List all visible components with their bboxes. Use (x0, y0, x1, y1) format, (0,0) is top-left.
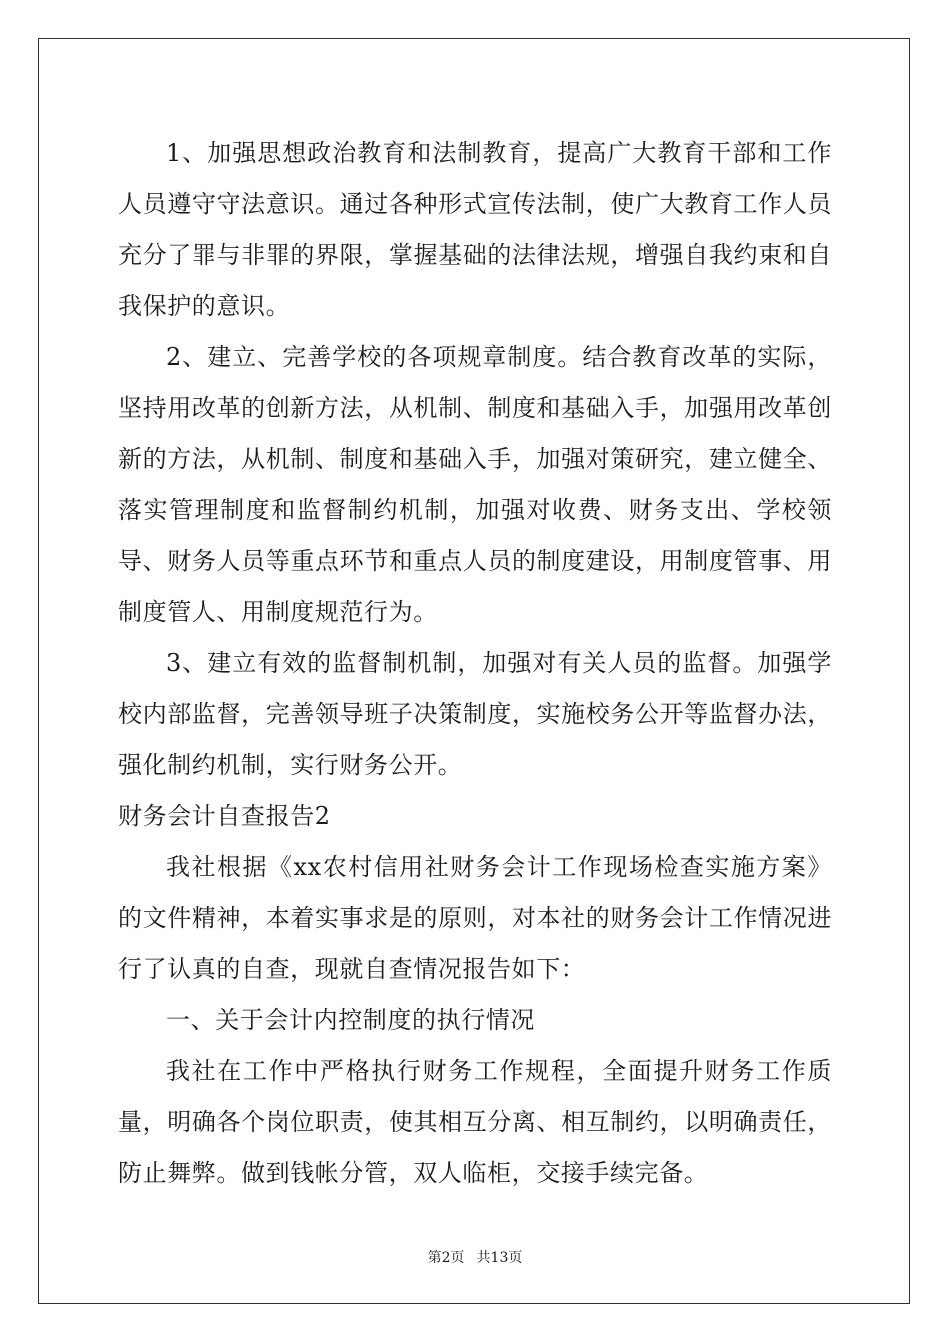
paragraph-intro: 我社根据《xx农村信用社财务会计工作现场检查实施方案》的文件精神，本着实事求是的原则，对本社的财务会计工作情况进行了认真的自查，现就自查情况报告如下： (118, 853, 832, 983)
section-heading: 财务会计自查报告2 (118, 802, 331, 830)
page-number: 第2页 (427, 1250, 465, 1266)
paragraph-item-1: 1、加强思想政治教育和法制教育，提高广大教育干部和工作人员遵守守法意识。通过各种形式宣传法制，使广大教育工作人员充分了罪与非罪的界限，掌握基础的法律法规，增强自我约束和自我保护的意识。 (118, 139, 832, 320)
subsection-heading: 一、关于会计内控制度的执行情况 (166, 1006, 535, 1034)
paragraph-item-2: 2、建立、完善学校的各项规章制度。结合教育改革的实际，坚持用改革的创新方法，从机制、制度和基础入手，加强用改革创新的方法，从机制、制度和基础入手，加强对策研究，建立健全、落实管理制度和监督制约机制，加强对收费、财务支出、学校领导、财务人员等重点环节和重点人员的制度建设，用制度管事、用制度管人、用制度规范行为。 (118, 343, 832, 626)
paragraph-internal-control: 我社在工作中严格执行财务工作规程，全面提升财务工作质量，明确各个岗位职责，使其相互分离、相互制约，以明确责任，防止舞弊。做到钱帐分管，双人临柜，交接手续完备。 (118, 1057, 832, 1187)
paragraph-item-3: 3、建立有效的监督制机制，加强对有关人员的监督。加强学校内部监督，完善领导班子决策制度，实施校务公开等监督办法，强化制约机制，实行财务公开。 (118, 649, 832, 779)
page-total: 共13页 (476, 1250, 523, 1266)
document-body (118, 128, 832, 1199)
page-footer (0, 1247, 950, 1267)
